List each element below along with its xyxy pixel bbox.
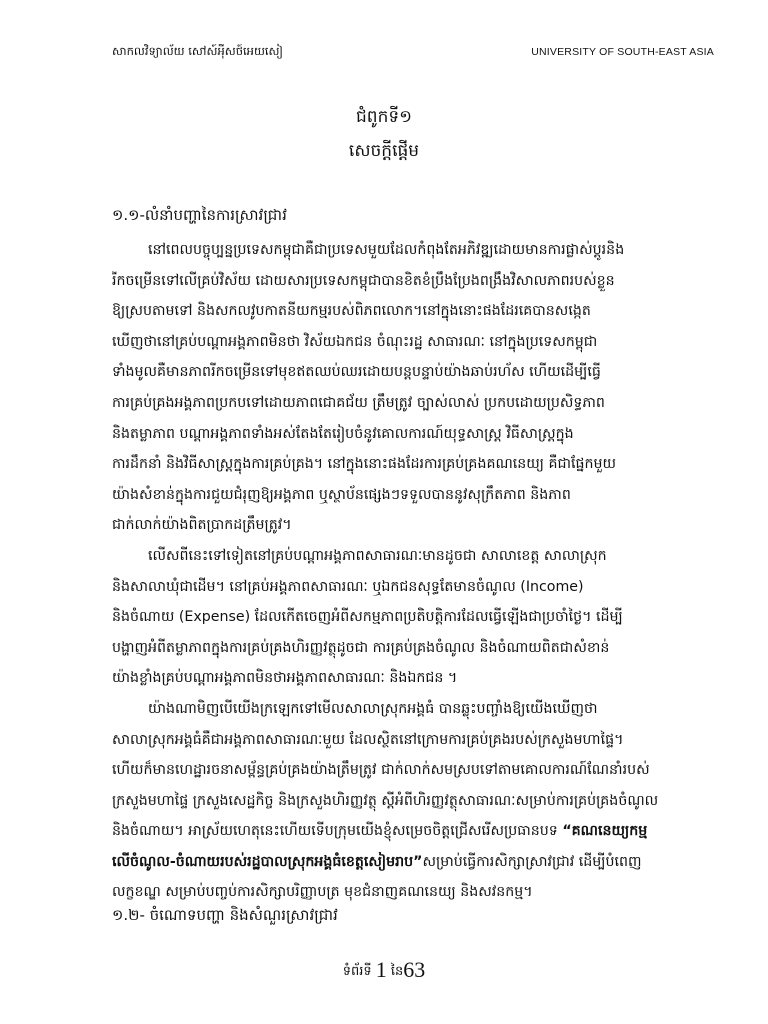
paragraph-line: លើសពីនេះទៅទៀតនៅគ្រប់បណ្តាអង្គភាពសាធារណៈមានដូចជា សាលាខេត្ត សាលាស្រុក: [148, 547, 607, 564]
paragraph-line: យ៉ាងណាមិញបើយើងក្រឡេកទៅមើលសាលាស្រុកអង្គធំ បានឆ្លុះបញ្ចាំងឱ្យយើងឃើញថា: [148, 700, 598, 717]
paragraph-line: សាលាស្រុកអង្គធំគឺជាអង្គភាពសាធារណៈមួយ ដែលស្ថិតនៅក្រោមការគ្រប់គ្រងរបស់ក្រសួងមហាផ្ទៃ។: [112, 731, 624, 748]
paragraph-line: ហើយក៏មានហេដ្ឋារចនាសម្ព័ន្ធគ្រប់គ្រងយ៉ាងត្រឹមត្រូវ ជាក់លាក់សមស្របទៅតាមគោលការណ៍ណែនាំរបស់: [112, 762, 650, 779]
page-label: ទំព័រទី: [342, 964, 372, 979]
paragraph-line: ក្រសួងមហាផ្ទៃ ក្រសួងសេដ្ឋកិច្ច និងក្រសួងហិរញ្ញវត្ថុ ស្តីអំពីហិរញ្ញវត្ថុសាធារណៈសម្រាប់ការគ្រប់គ្រងចំណូល: [112, 792, 659, 809]
paragraph-line: និងតម្លាភាព បណ្តាអង្គភាពទាំងអស់តែងតែរៀបចំនូវគោលការណ៍យុទ្ធសាស្រ្ត វិធីសាស្រ្តក្នុង: [112, 425, 574, 442]
of-label: នៃ: [390, 964, 404, 979]
paragraph-line: ជាក់លាក់យ៉ាងពិតប្រាកដត្រឹមត្រូវ។: [112, 517, 292, 534]
chapter-title: ជំពូកទី១: [355, 107, 413, 127]
paragraph-2: [112, 541, 712, 694]
document-body: [112, 235, 712, 908]
paragraph-line: និងសាលាឃុំជាដើម។ នៅគ្រប់អង្គភាពសាធារណៈ ឬឯកជនសុទ្ធតែមានចំណូល (Income): [112, 578, 584, 595]
paragraph-line: រីកចម្រើនទៅលើគ្រប់វិស័យ ដោយសារប្រទេសកម្ពុជាបានខិតខំប្រឹងប្រែងពង្រឹងវិសាលភាពរបស់ខ្លួន: [112, 272, 615, 289]
paragraph-line: បង្ហាញអំពីតម្លាភាពក្នុងការគ្រប់គ្រងហិរញ្ញវត្ថុដូចជា ការគ្រប់គ្រងចំណូល និងចំណាយពិតជាសំខាន់: [112, 639, 610, 656]
page-footer: [0, 957, 768, 983]
topic-title-start: “គណនេយ្យកម្ម: [562, 823, 648, 840]
page-number: 1: [375, 957, 387, 982]
paragraph-line: ទាំងមូលគឺមានភាពរីកចម្រើនទៅមុខឥតឈប់ឈរដោយបន្តបន្ទាប់យ៉ាងឆាប់រហ័ស ហើយដើម្បីធ្វើ: [112, 364, 601, 381]
total-pages: 63: [403, 957, 426, 982]
paragraph-line: ការគ្រប់គ្រងអង្គភាពប្រកបទៅដោយភាពជោគជ័យ ត្រឹមត្រូវ ច្បាស់លាស់ ប្រកបដោយប្រសិទ្ធភាព: [112, 394, 605, 411]
section-heading-1-1: ១.១-លំនាំបញ្ហានៃការស្រាវជ្រាវ: [112, 206, 287, 224]
paragraph-3: [112, 694, 712, 908]
paragraph-line: យ៉ាងសំខាន់ក្នុងការជួយជំរុញឱ្យអង្គភាព ឬស្ថាប័នផ្សេងៗទទួលបាននូវសុក្រឹតភាព និងភាព: [112, 486, 571, 503]
paragraph-line: ឱ្យស្របតាមទៅ និងសកលវូបកាតនីយកម្មរបស់ពិភពលោក។នៅក្នុងនោះផងដែរគេបានសង្កេត: [112, 303, 591, 320]
paragraph-line: [112, 847, 712, 878]
header-university-english: UNIVERSITY OF SOUTH-EAST ASIA: [531, 46, 714, 58]
paragraph-line: [112, 816, 712, 847]
paragraph-line: នៅពេលបច្ចុប្បន្នប្រទេសកម្ពុជាគឺជាប្រទេសមួយដែលកំពុងតែអភិវឌ្ឍដោយមានការផ្លាស់ប្តូរនិង: [148, 242, 625, 258]
header-university-khmer: សាកលវិទ្យាល័យ សៅស៍អុីសថ៍អេយសៀ: [112, 44, 283, 58]
paragraph-line: យ៉ាងខ្លាំងគ្រប់បណ្តាអង្គភាពមិនថាអង្គភាពសាធារណៈ និងឯកជន ។: [112, 670, 458, 687]
topic-title-end: លើចំណូល-ចំណាយរបស់រដ្ឋបាលស្រុកអង្គធំខេត្តសៀមរាប”: [112, 853, 423, 870]
line-text: សម្រាប់ធ្វើការសិក្សាស្រាវជ្រាវ ដើម្បីបំពេញ: [422, 853, 642, 870]
section-heading-1-2: ១.២- ចំណោទបញ្ហា និងសំណួរស្រាវជ្រាវ: [112, 906, 338, 924]
chapter-subtitle: សេចក្តីផ្តើម: [348, 141, 420, 161]
paragraph-line: និងចំណាយ (Expense) ដែលកើតចេញអំពីសកម្មភាពប្រតិបត្តិការដែលធ្វើឡើងជាប្រចាំថ្ងៃ។ ដើម្បី: [112, 609, 623, 626]
paragraph-line: ការដឹកនាំ និងវិធីសាស្រ្តក្នុងការគ្រប់គ្រង។ នៅក្នុងនោះផងដែរការគ្រប់គ្រងគណនេយ្យ គឺជាផ្នែកមួយ: [112, 456, 617, 473]
paragraph-1: [112, 235, 712, 541]
paragraph-line: លក្ខខណ្ឌ សម្រាប់បញ្ចប់ការសិក្សាបរិញ្ញាបត្រ មុខជំនាញគណនេយ្យ និងសវនកម្ម។: [112, 884, 533, 901]
line-text: និងចំណាយ។ អាស្រ័យហេតុនេះហើយទើបក្រុមយើងខ្ញុំសម្រេចចិត្តជ្រើសរើសប្រធានបទ: [112, 823, 563, 840]
paragraph-line: ឃើញថានៅគ្រប់បណ្តាអង្គភាពមិនថា វិស័យឯកជន ចំណុះរដ្ឋ សាធារណៈ នៅក្នុងប្រទេសកម្ពុជា: [112, 333, 598, 350]
page-header: [112, 44, 714, 64]
